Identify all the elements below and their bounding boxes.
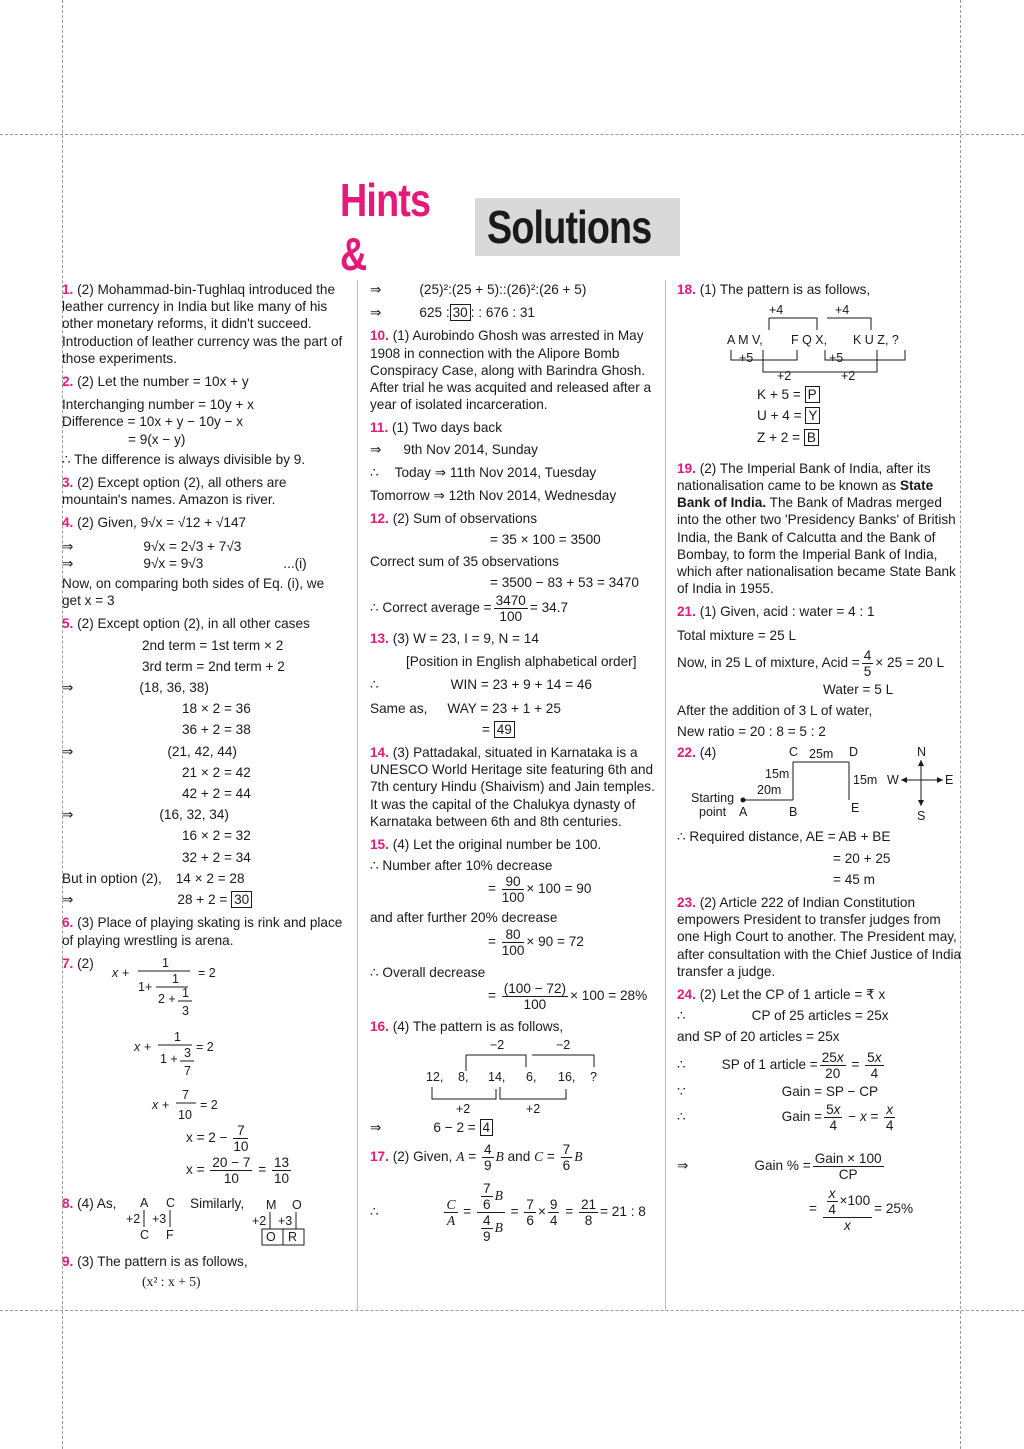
svg-text:C: C [789,745,799,760]
answer-13-line: [Position in English alphabetical order] [406,654,637,670]
answer-17: 17. (2) Given, A = $\frac{4}{9}$ B and C = $\frac{7}{6}$ B [370,1142,583,1174]
answer-12-line: ∴ Correct average = $\frac{3470}{100}$ = 34.7 [370,593,569,625]
answer-24-line: ∵ Gain = SP − CP [677,1083,879,1099]
svg-text:3: 3 [182,1003,189,1018]
svg-text:O: O [266,1229,276,1244]
svg-text:+4: +4 [769,303,784,318]
answer-8-diagram [122,1195,382,1247]
svg-text:R: R [288,1229,298,1244]
answer-15-line: = $\frac{90}{100}$ × 100 = 90 [488,874,592,906]
answer-15-line: = $\frac{(100 - 72)}{100}$ × 100 = 28% [488,980,648,1012]
answer-16-line: ⇒ 6 − 2 = 4 [370,1119,660,1136]
svg-text:= 2: = 2 [200,1097,218,1112]
svg-text:10: 10 [178,1107,192,1122]
answer-5-line: 16 × 2 = 32 [182,828,251,844]
svg-text:+2: +2 [252,1213,267,1228]
svg-text:K U Z, ?: K U Z, ? [853,333,899,348]
svg-text:7: 7 [184,1063,191,1078]
answer-6: 6. (3) Place of playing skating is rink and place of playing wrestling is arena. [62,915,343,948]
answer-2: 2. (2) Let the number = 10x + y [62,374,249,390]
title-hints: Hints & [340,174,431,280]
answer-1: 1. (2) Mohammad-bin-Tughlaq introduced the leather currency in India but like many of his other monetary reforms, it didn't succeed. Introduction of leather currency was the part of those experiments. [62,282,343,366]
svg-text:point: point [699,805,727,820]
answer-2-line: ∴ The difference is always divisible by 9. [62,451,306,467]
svg-text:?: ? [590,1070,597,1085]
answer-5-line: 18 × 2 = 36 [182,701,251,717]
page-title [340,174,680,280]
answer-16: 16. (4) The pattern is as follows, [370,1018,564,1034]
answer-11-line: Tomorrow ⇒ 12th Nov 2014, Wednesday [370,488,617,504]
answer-7: 7. (2) x + 1 1+ 1 2 + 1 3 = 2 x + 1 1 + 3 7 = 2 x + 7 10 = 2 x = 2 − $\frac{7}{10}$ x = $\frac{20 - 7}{10}$ = $\frac{13}{10}$ [62,955,344,1187]
svg-text:1: 1 [172,971,179,986]
svg-text:−2: −2 [556,1038,571,1053]
answer-13: 13. (3) W = 23, I = 9, N = 14 [370,631,539,647]
svg-text:+4: +4 [835,303,850,318]
svg-text:15m: 15m [853,773,878,788]
svg-text:A: A [739,805,748,820]
answer-24-line: ∴ SP of 1 article = $\frac{25x}{20}$ = $\frac{5x}{4}$ [677,1049,882,1081]
svg-text:M: M [266,1197,277,1212]
svg-text:1: 1 [174,1029,181,1044]
svg-text:+5: +5 [829,351,844,366]
svg-text:1 +: 1 + [160,1051,178,1066]
answer-5-line: 3rd term = 2nd term + 2 [142,658,285,674]
svg-text:8,: 8, [458,1070,469,1085]
answer-21-line: New ratio = 20 : 8 = 5 : 2 [677,724,826,740]
crop-line-top [0,134,1024,135]
answer-18-line: K + 5 = P [677,386,962,403]
answer-23: 23. (2) Article 222 of Indian Constitution empowers President to transfer judges from one High Court to another. The President may, after consultation with the Chief Justice of India transfer a judge. [677,895,962,979]
answer-18-line: U + 4 = Y [677,407,962,424]
answer-22: 22. (4) C 25m D 15m 15m 20m Starting point A B E N W E S [677,744,962,826]
svg-text:20m: 20m [757,783,782,798]
answer-11-line: ⇒ 9th Nov 2014, Sunday [370,441,538,457]
svg-text:+2: +2 [841,369,856,384]
svg-text:x +: x + [112,965,130,980]
svg-text:+5: +5 [739,351,754,366]
answer-9: 9. (3) The pattern is as follows, [62,1253,248,1269]
answer-2-line: Interchanging number = 10y + x [62,397,254,413]
answer-15-line: and after further 20% decrease [370,910,558,926]
answer-12-line: = 35 × 100 = 3500 [490,532,601,548]
answer-13-line: Same as, WAY = 23 + 1 + 25 [370,700,561,716]
svg-text:+3: +3 [278,1213,293,1228]
svg-text:x +: x + [152,1097,170,1112]
svg-text:1+: 1+ [138,979,153,994]
title-solutions: Solutions [487,201,652,253]
svg-text:B: B [789,805,798,820]
answer-4-line: ⇒ 9√x = 2√3 + 7√3 [62,538,242,554]
svg-text:14,: 14, [488,1070,506,1085]
answer-5-line: ⇒ 28 + 2 = 30 [62,891,344,908]
svg-text:Starting: Starting [691,791,735,806]
answer-17-line: ∴ $\frac{C}{A}$ = $\frac{7}{6}$ B $\frac{4}{9}$ B = $\frac{7}{6}$ × $\frac{9}{4}$ = $\frac{21}{8}$ = 21 : 8 [370,1181,646,1245]
answer-9-line: (x² : x + 5) [142,1273,201,1289]
svg-text:D: D [849,745,859,760]
svg-text:F: F [166,1227,174,1242]
answer-5-line: 36 + 2 = 38 [182,722,251,738]
answer-21-line: After the addition of 3 L of water, [677,703,873,719]
answer-24-line: ∴ Gain = $\frac{5x}{4}$ − x = $\frac{x}{4}$ [677,1101,894,1133]
answer-22-line: = 20 + 25 [833,850,891,866]
answer-4: 4. (2) Given, 9√x = √12 + √147 [62,515,247,531]
svg-text:6,: 6, [526,1070,537,1085]
answer-22-direction-diagram [677,744,962,826]
answer-22-line: = 45 m [833,871,875,887]
svg-text:N: N [917,745,927,760]
svg-text:+3: +3 [152,1211,167,1226]
answer-15-line: = $\frac{80}{100}$ × 90 = 72 [488,926,584,958]
svg-text:25m: 25m [809,747,834,762]
answer-18-pattern-diagram [677,300,962,384]
answer-5-line: ⇒ (18, 36, 38) [62,680,209,696]
answer-24-line: ⇒ Gain % = $\frac{\text{Gain × 100}}{CP}$ [677,1150,882,1182]
svg-text:= 2: = 2 [196,1039,214,1054]
svg-text:+2: +2 [777,369,792,384]
answer-16-pattern-diagram [370,1037,650,1115]
svg-text:C: C [140,1227,150,1242]
answer-12: 12. (2) Sum of observations [370,511,537,527]
answer-5-line: But in option (2), 14 × 2 = 28 [62,870,245,886]
column-1 [62,281,344,1290]
answer-18: 18. (1) The pattern is as follows, [677,282,871,297]
answer-5-line: ⇒ (21, 42, 44) [62,743,237,759]
answer-24: 24. (2) Let the CP of 1 article = ₹ x [677,987,886,1003]
answer-15: 15. (4) Let the original number be 100. [370,837,602,853]
answer-8: 8. (4) As, Similarly, A C +2 +3 C F M O +2 +3 O R [62,1195,344,1249]
answer-24-line: = $\frac{x}{4}$ ×100 x = 25% [809,1185,914,1233]
answer-15-line: ∴ Overall decrease [370,964,486,980]
title-solutions-box [475,198,680,256]
svg-text:12,: 12, [426,1070,444,1085]
answer-21-line: Now, in 25 L of mixture, Acid = $\frac{4}{5}$ × 25 = 20 L [677,647,945,679]
answer-19: 19. (2) The Imperial Bank of India, after its nationalisation came to be known as State Bank of India. The Bank of Madras merged into the other two 'Presidency Banks' of British India, the Bank of Calcutta and the Bank of Bombay, to form the Imperial Bank of India, which after nationalisation became State Bank of India in 1955. [677,460,956,597]
svg-text:7: 7 [182,1087,189,1102]
answer-3: 3. (2) Except option (2), all others are mountain's names. Amazon is river. [62,475,287,508]
svg-text:O: O [292,1197,302,1212]
svg-text:15m: 15m [765,767,790,782]
svg-text:−2: −2 [490,1038,505,1053]
svg-text:E: E [851,801,860,816]
answer-5-line: 32 + 2 = 34 [182,849,251,865]
svg-text:F Q X,: F Q X, [791,333,828,348]
svg-text:x +: x + [134,1039,152,1054]
svg-text:+2: +2 [126,1211,141,1226]
column-divider-1 [357,280,358,1310]
svg-text:1: 1 [162,955,169,970]
answer-5-line: ⇒ (16, 32, 34) [62,807,229,823]
answer-18-line: Z + 2 = B [677,429,962,446]
answer-15-line: ∴ Number after 10% decrease [370,858,553,874]
answer-2-line: = 9(x − y) [128,431,186,447]
svg-text:= 2: = 2 [198,965,216,980]
svg-text:A: A [140,1195,149,1210]
svg-text:+2: +2 [526,1102,541,1116]
column-divider-2 [665,280,666,1310]
svg-text:E: E [945,773,954,788]
answer-5-line: 21 × 2 = 42 [182,764,251,780]
svg-text:S: S [917,809,926,824]
svg-text:C: C [166,1195,176,1210]
answer-21-line: Total mixture = 25 L [677,627,797,643]
answer-2-line: Difference = 10x + y − 10y − x [62,414,244,430]
answer-12-line: Correct sum of 35 observations [370,553,559,569]
svg-text:1: 1 [182,985,189,1000]
answer-5-line: 2nd term = 1st term × 2 [142,637,284,653]
answer-5-line: 42 + 2 = 44 [182,786,251,802]
answer-14: 14. (3) Pattadakal, situated in Karnataka is a UNESCO World Heritage site featuring 6th and 7th century Hindu (Shaivism) and Jain temples. It was the capital of the Chalukya dynasty of Karnataka between 6th and 8th centuries. [370,745,655,829]
answer-21: 21. (1) Given, acid : water = 4 : 1 [677,604,875,620]
column-2 [370,281,660,1244]
svg-text:A M V,: A M V, [727,333,763,348]
svg-text:W: W [887,773,899,788]
answer-22-line: ∴ Required distance, AE = AB + BE [677,829,891,845]
answer-12-line: = 3500 − 83 + 53 = 3470 [490,574,639,590]
answer-4-line: ⇒ 9√x = 9√3 ...(i) [62,555,307,571]
svg-text:+2: +2 [456,1102,471,1116]
answer-24-line: and SP of 20 articles = 25x [677,1029,840,1045]
svg-text:3: 3 [184,1045,191,1060]
answer-13-line: = 49 [370,721,660,738]
answer-13-line: ∴ WIN = 23 + 9 + 14 = 46 [370,677,592,693]
answer-9-continued: ⇒ 625 : 30 : : 676 : 31 [370,305,535,321]
svg-text:2 +: 2 + [158,991,176,1006]
answer-21-line: Water = 5 L [823,681,894,697]
answer-11: 11. (1) Two days back [370,420,502,436]
answer-10: 10. (1) Aurobindo Ghosh was arrested in May 1908 in connection with the Alipore Bomb Conspiracy Case, along with Barindra Ghosh. After trial he was acquited and released after a year of isolated incarceration. [370,328,652,413]
crop-line-bottom [0,1310,1024,1311]
answer-24-line: ∴ CP of 25 articles = 25x [677,1008,889,1024]
svg-text:16,: 16, [558,1070,576,1085]
answer-11-line: ∴ Today ⇒ 11th Nov 2014, Tuesday [370,464,597,480]
answer-4-line: Now, on comparing both sides of Eq. (i), we get x = 3 [62,576,325,609]
column-3 [677,281,962,1233]
answer-9-continued: ⇒ (25)²:(25 + 5)::(26)²:(26 + 5) [370,282,587,297]
answer-5: 5. (2) Except option (2), in all other cases [62,616,310,632]
